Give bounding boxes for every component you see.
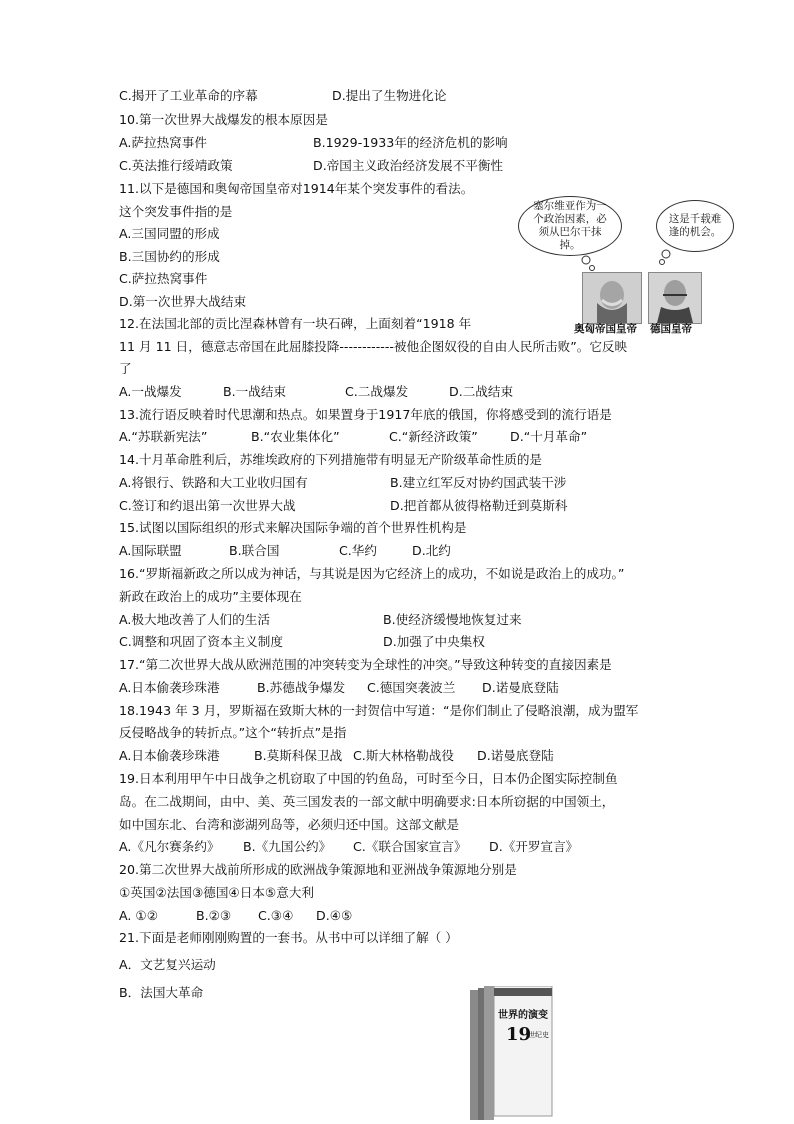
text-line: 13.流行语反映着时代思潮和热点。如果置身于1917年底的俄国，你将感受到的流行语是 bbox=[119, 407, 612, 422]
option-text: B.莫斯科保卫战 bbox=[254, 748, 343, 763]
option-text: A.“苏联新宪法” bbox=[119, 429, 208, 444]
option-text: B.“农业集体化” bbox=[251, 429, 340, 444]
option-text: A.极大地改善了人们的生活 bbox=[119, 612, 270, 627]
speech-bubble-left-text: 塞尔维亚作为一个政治因素，必须从巴尔干抹掉。 bbox=[533, 200, 607, 251]
text-line: 16.“罗斯福新政之所以成为神话，与其说是因为它经济上的成功，不如说是政治上的成功。” bbox=[119, 566, 625, 581]
option-text: D.把首都从彼得格勒迁到莫斯科 bbox=[390, 498, 568, 513]
text-line: 14.十月革命胜利后，苏维埃政府的下列措施带有明显无产阶级革命性质的是 bbox=[119, 452, 543, 467]
option-text: B.使经济缓慢地恢复过来 bbox=[383, 612, 522, 627]
text-line: 15.试图以国际组织的形式来解决国际争端的首个世界性机构是 bbox=[119, 520, 467, 535]
option-text: D.《开罗宣言》 bbox=[489, 839, 579, 854]
option-text: C.③④ bbox=[258, 908, 294, 923]
option-text: D.提出了生物进化论 bbox=[332, 88, 447, 103]
option-text: A.日本偷袭珍珠港 bbox=[119, 680, 220, 695]
text-line: 12.在法国北部的贡比涅森林曾有一块石碑，上面刻着“1918 年 bbox=[119, 316, 472, 331]
option-text: C.二战爆发 bbox=[345, 384, 409, 399]
book-century-number: 19 bbox=[506, 1024, 532, 1045]
text-line: 新政在政治上的成功”主要体现在 bbox=[119, 589, 302, 604]
option-text: C.调整和巩固了资本主义制度 bbox=[119, 634, 283, 649]
option-text: B.苏德战争爆发 bbox=[257, 680, 346, 695]
text-line: 岛。在二战期间，由中、美、英三国发表的一部文献中明确要求:日本所窃据的中国领土， bbox=[119, 794, 615, 809]
option-text: D.北约 bbox=[412, 543, 451, 558]
option-text: A.一战爆发 bbox=[119, 384, 182, 399]
option-text: A.将银行、铁路和大工业收归国有 bbox=[119, 475, 308, 490]
text-line: 17.“第二次世界大战从欧洲范围的冲突转变为全球性的冲突。”导致这种转变的直接因素是 bbox=[119, 657, 612, 672]
option-text: D.加强了中央集权 bbox=[383, 634, 485, 649]
caption-german-emperor: 德国皇帝 bbox=[650, 323, 692, 335]
option-text: D.帝国主义政治经济发展不平衡性 bbox=[313, 158, 504, 173]
option-text: C.斯大林格勒战役 bbox=[353, 748, 454, 763]
option-text: C.《联合国家宣言》 bbox=[353, 839, 467, 854]
option-text: B.1929-1933年的经济危机的影响 bbox=[313, 135, 508, 150]
option-text: D.诺曼底登陆 bbox=[477, 748, 554, 763]
option-text: A. ①② bbox=[119, 908, 158, 923]
text-line: 18.1943 年 3 月，罗斯福在致斯大林的一封贺信中写道：“是你们制止了侵略浪潮，成为盟军 bbox=[119, 703, 639, 718]
text-line: A．文艺复兴运动 bbox=[119, 957, 216, 972]
option-text: C.揭开了工业革命的序幕 bbox=[119, 88, 258, 103]
text-line: B.三国协约的形成 bbox=[119, 249, 220, 264]
book-subtitle: 世纪史 bbox=[528, 1031, 549, 1039]
option-text: A.《凡尔赛条约》 bbox=[119, 839, 220, 854]
option-text: C.华约 bbox=[339, 543, 377, 558]
book-set-figure bbox=[470, 986, 554, 1124]
option-text: D.二战结束 bbox=[449, 384, 514, 399]
text-line: 反侵略战争的转折点。”这个“转折点”是指 bbox=[119, 725, 347, 740]
option-text: D.④⑤ bbox=[316, 908, 353, 923]
option-text: C.签订和约退出第一次世界大战 bbox=[119, 498, 296, 513]
text-line: 这个突发事件指的是 bbox=[119, 204, 233, 219]
austria-hungary-emperor-portrait bbox=[582, 272, 642, 324]
option-text: D.“十月革命” bbox=[510, 429, 588, 444]
text-line: D.第一次世界大战结束 bbox=[119, 294, 247, 309]
german-emperor-portrait bbox=[648, 272, 702, 324]
option-text: C.“新经济政策” bbox=[389, 429, 478, 444]
option-text: C.德国突袭波兰 bbox=[367, 680, 456, 695]
text-line: A.三国同盟的形成 bbox=[119, 226, 220, 241]
speech-bubble-right-text: 这是千载难逢的机会。 bbox=[668, 213, 722, 238]
text-line: 19.日本利用甲午中日战争之机窃取了中国的钓鱼岛，可时至今日，日本仍企图实际控制鱼 bbox=[119, 771, 618, 786]
text-line: 了 bbox=[119, 361, 132, 376]
option-text: A.日本偷袭珍珠港 bbox=[119, 748, 220, 763]
emperors-figure bbox=[516, 192, 734, 338]
text-line: 如中国东北、台湾和澎湖列岛等，必须归还中国。这部文献是 bbox=[119, 817, 460, 832]
text-line: B．法国大革命 bbox=[119, 985, 204, 1000]
option-text: C.英法推行绥靖政策 bbox=[119, 158, 233, 173]
option-text: A.国际联盟 bbox=[119, 543, 182, 558]
option-text: A.萨拉热窝事件 bbox=[119, 135, 207, 150]
text-line: ①英国②法国③德国④日本⑤意大利 bbox=[119, 885, 314, 900]
text-line: C.萨拉热窝事件 bbox=[119, 271, 208, 286]
option-text: B.联合国 bbox=[229, 543, 280, 558]
option-text: B.建立红军反对协约国武装干涉 bbox=[390, 475, 567, 490]
book-title: 世界的演变 bbox=[498, 1010, 548, 1021]
option-text: B.一战结束 bbox=[223, 384, 287, 399]
caption-austria-hungary-emperor: 奥匈帝国皇帝 bbox=[574, 323, 637, 335]
option-text: D.诺曼底登陆 bbox=[482, 680, 559, 695]
option-text: B.②③ bbox=[196, 908, 232, 923]
text-line: 21.下面是老师刚刚购置的一套书。从书中可以详细了解（ ） bbox=[119, 930, 458, 945]
text-line: 11 月 11 日，德意志帝国在此屈膝投降------------被他企图奴役的自由人民所击败”。它反映 bbox=[119, 339, 628, 354]
option-text: B.《九国公约》 bbox=[243, 839, 332, 854]
text-line: 20.第二次世界大战前所形成的欧洲战争策源地和亚洲战争策源地分别是 bbox=[119, 862, 517, 877]
text-line: 10.第一次世界大战爆发的根本原因是 bbox=[119, 112, 328, 127]
text-line: 11.以下是德国和奥匈帝国皇帝对1914年某个突发事件的看法。 bbox=[119, 181, 474, 196]
